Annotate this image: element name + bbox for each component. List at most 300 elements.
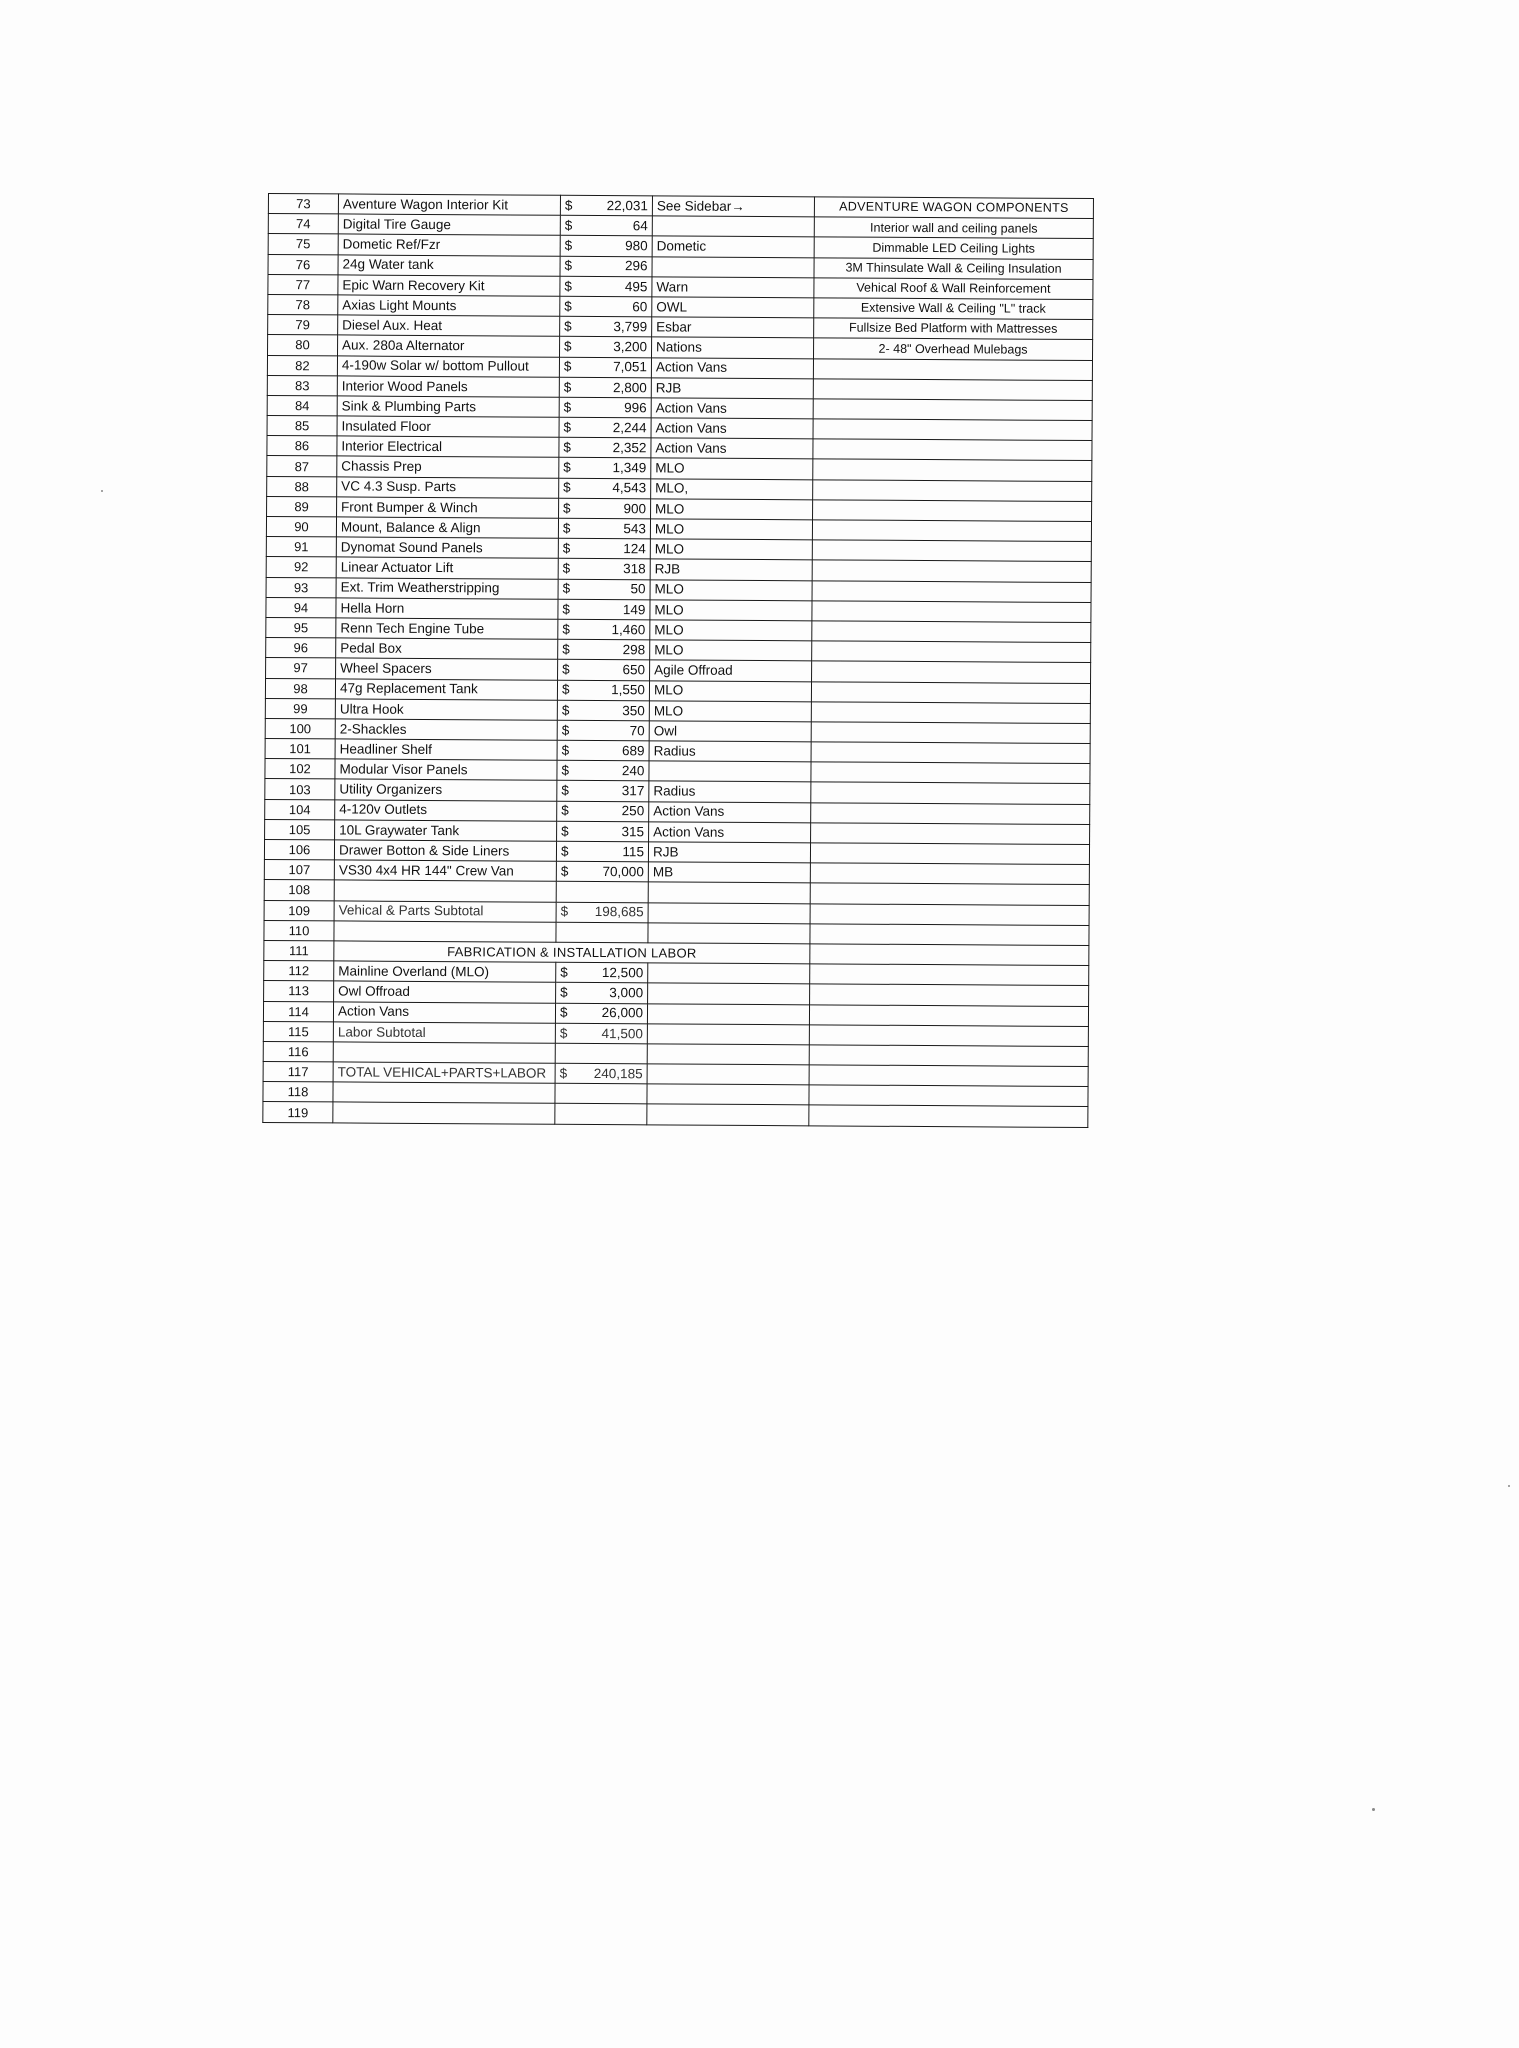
amount-value: 115 bbox=[622, 844, 645, 860]
currency-symbol: $ bbox=[559, 1005, 568, 1021]
currency-symbol: $ bbox=[563, 419, 572, 435]
currency-symbol: $ bbox=[562, 540, 571, 556]
item-vendor: Owl bbox=[649, 721, 811, 742]
item-description bbox=[334, 880, 556, 902]
row-number: 105 bbox=[265, 819, 335, 840]
item-description: 10L Graywater Tank bbox=[335, 820, 557, 842]
amount-value: 2,244 bbox=[612, 420, 647, 436]
amount-value: 198,685 bbox=[594, 904, 644, 920]
sidebar-item bbox=[812, 520, 1091, 542]
amount-value: 50 bbox=[630, 581, 646, 597]
sidebar-item bbox=[813, 500, 1092, 522]
amount-value: 26,000 bbox=[601, 1005, 644, 1021]
item-description: Sink & Plumbing Parts bbox=[337, 396, 559, 418]
sidebar-item: Extensive Wall & Ceiling "L" track bbox=[814, 298, 1093, 320]
item-description: Headliner Shelf bbox=[335, 739, 557, 761]
sidebar-heading: ADVENTURE WAGON COMPONENTS bbox=[814, 197, 1093, 219]
sidebar-item bbox=[809, 1085, 1088, 1107]
amount-value: 7,051 bbox=[613, 359, 647, 375]
item-description: Labor Subtotal bbox=[333, 1022, 555, 1044]
amount-value: 650 bbox=[622, 662, 646, 678]
item-amount bbox=[560, 215, 652, 236]
section-heading: FABRICATION & INSTALLATION LABOR bbox=[334, 941, 810, 964]
row-number: 85 bbox=[267, 416, 337, 437]
row-number: 116 bbox=[263, 1041, 333, 1062]
sidebar-item bbox=[811, 802, 1090, 824]
sidebar-item bbox=[811, 681, 1090, 703]
scan-speck bbox=[1372, 1808, 1375, 1811]
currency-symbol: $ bbox=[559, 1065, 568, 1081]
sidebar-item bbox=[811, 823, 1090, 845]
item-vendor: MLO bbox=[650, 519, 812, 540]
item-description: 47g Replacement Tank bbox=[335, 678, 557, 700]
item-vendor bbox=[647, 1064, 809, 1085]
row-number: 92 bbox=[266, 557, 336, 578]
item-description: Modular Visor Panels bbox=[335, 759, 557, 781]
sidebar-item bbox=[809, 1004, 1088, 1026]
item-description: Front Bumper & Winch bbox=[337, 497, 559, 519]
item-vendor: Radius bbox=[649, 781, 811, 802]
item-amount bbox=[560, 316, 652, 337]
sidebar-item bbox=[811, 702, 1090, 724]
item-vendor bbox=[648, 923, 810, 944]
amount-value: 3,200 bbox=[613, 339, 648, 355]
item-amount bbox=[559, 357, 651, 378]
sidebar-item bbox=[813, 459, 1092, 481]
item-vendor bbox=[648, 983, 810, 1004]
row-number: 104 bbox=[265, 799, 335, 820]
item-description: Digital Tire Gauge bbox=[338, 214, 560, 236]
sidebar-item bbox=[813, 399, 1092, 421]
currency-symbol: $ bbox=[564, 238, 573, 254]
currency-symbol: $ bbox=[564, 217, 573, 233]
item-description: Interior Electrical bbox=[337, 436, 559, 458]
item-vendor: Action Vans bbox=[649, 801, 811, 822]
row-number: 111 bbox=[264, 940, 334, 961]
amount-value: 240 bbox=[621, 763, 645, 779]
item-vendor: MLO bbox=[650, 579, 812, 600]
sidebar-item bbox=[809, 1045, 1088, 1067]
item-amount bbox=[558, 599, 650, 620]
item-vendor: RJB bbox=[651, 378, 813, 399]
table-row bbox=[263, 1102, 1088, 1127]
currency-symbol: $ bbox=[563, 399, 572, 415]
scan-speck bbox=[1508, 1485, 1510, 1487]
amount-value: 70 bbox=[629, 722, 645, 739]
item-vendor: Action Vans bbox=[651, 438, 813, 459]
item-amount bbox=[557, 700, 649, 721]
item-description: TOTAL VEHICAL+PARTS+LABOR bbox=[333, 1062, 555, 1084]
item-description: 4-120v Outlets bbox=[335, 800, 557, 822]
amount-value: 996 bbox=[624, 399, 647, 416]
amount-value: 3,000 bbox=[609, 985, 644, 1001]
currency-symbol: $ bbox=[560, 984, 568, 1001]
row-number: 88 bbox=[267, 476, 337, 497]
currency-symbol: $ bbox=[560, 843, 569, 859]
item-amount bbox=[555, 1063, 647, 1084]
row-number: 87 bbox=[267, 456, 337, 477]
item-description: Chassis Prep bbox=[337, 456, 559, 478]
amount-value: 12,500 bbox=[601, 965, 644, 981]
sidebar-item bbox=[812, 560, 1091, 582]
item-description: VS30 4x4 HR 144" Crew Van bbox=[334, 860, 556, 882]
item-amount bbox=[560, 296, 652, 317]
item-vendor: Radius bbox=[649, 741, 811, 762]
item-description: Aventure Wagon Interior Kit bbox=[338, 194, 560, 216]
item-vendor: MLO bbox=[650, 640, 812, 661]
item-vendor: MLO, bbox=[651, 478, 813, 499]
amount-value: 60 bbox=[632, 299, 648, 315]
item-description bbox=[333, 1102, 555, 1124]
item-amount bbox=[559, 458, 651, 479]
item-description: Mainline Overland (MLO) bbox=[334, 961, 556, 983]
item-description: Dometic Ref/Fzr bbox=[338, 234, 560, 256]
row-number: 114 bbox=[263, 1001, 333, 1022]
row-number: 113 bbox=[264, 981, 334, 1002]
amount-value: 900 bbox=[623, 500, 647, 516]
row-number: 109 bbox=[264, 900, 334, 921]
item-description: Interior Wood Panels bbox=[337, 376, 559, 398]
currency-symbol: $ bbox=[559, 1025, 568, 1041]
currency-symbol: $ bbox=[560, 904, 569, 920]
item-amount bbox=[556, 841, 648, 862]
currency-symbol: $ bbox=[560, 863, 569, 879]
item-vendor: Agile Offroad bbox=[650, 660, 812, 681]
currency-symbol: $ bbox=[561, 682, 570, 698]
item-amount bbox=[559, 498, 651, 519]
item-vendor: MLO bbox=[649, 701, 811, 722]
item-amount bbox=[555, 1003, 647, 1024]
sidebar-item bbox=[812, 540, 1091, 562]
item-vendor bbox=[652, 216, 814, 237]
currency-symbol: $ bbox=[561, 762, 570, 778]
item-description: Dynomat Sound Panels bbox=[336, 537, 558, 559]
sidebar-item bbox=[813, 479, 1092, 501]
amount-value: 350 bbox=[622, 702, 645, 718]
row-number: 101 bbox=[265, 739, 335, 760]
amount-value: 250 bbox=[621, 803, 645, 819]
item-vendor bbox=[647, 1003, 809, 1024]
amount-value: 298 bbox=[622, 642, 646, 658]
currency-symbol: $ bbox=[563, 460, 571, 476]
item-description: Pedal Box bbox=[336, 638, 558, 660]
row-number: 112 bbox=[264, 961, 334, 982]
item-vendor: MLO bbox=[649, 680, 811, 701]
item-vendor bbox=[647, 1044, 809, 1065]
item-vendor: MLO bbox=[650, 620, 812, 641]
row-number: 91 bbox=[266, 537, 336, 558]
item-description: Vehical & Parts Subtotal bbox=[334, 900, 556, 922]
item-amount bbox=[556, 922, 648, 943]
item-vendor: MLO bbox=[650, 539, 812, 560]
currency-symbol: $ bbox=[562, 601, 571, 617]
amount-value: 41,500 bbox=[601, 1025, 643, 1041]
item-description bbox=[334, 921, 556, 943]
amount-value: 980 bbox=[625, 238, 648, 254]
row-number: 94 bbox=[266, 597, 336, 618]
row-number: 90 bbox=[266, 516, 336, 537]
amount-value: 1,460 bbox=[611, 621, 646, 638]
item-amount bbox=[557, 801, 649, 822]
item-description: Mount, Balance & Align bbox=[336, 517, 558, 539]
row-number: 93 bbox=[266, 577, 336, 598]
row-number: 118 bbox=[263, 1082, 333, 1103]
currency-symbol: $ bbox=[562, 621, 570, 637]
row-number: 107 bbox=[264, 860, 334, 881]
amount-value: 543 bbox=[623, 521, 647, 537]
item-amount bbox=[559, 438, 651, 459]
currency-symbol: $ bbox=[562, 561, 571, 577]
sidebar-item bbox=[811, 742, 1090, 764]
item-vendor: See Sidebar→ bbox=[652, 196, 814, 217]
sidebar-item bbox=[813, 439, 1092, 461]
amount-value: 2,352 bbox=[612, 440, 647, 456]
row-number: 106 bbox=[264, 839, 334, 860]
row-number: 84 bbox=[267, 395, 337, 416]
sidebar-item bbox=[813, 379, 1092, 401]
amount-value: 240,185 bbox=[593, 1065, 643, 1082]
sidebar-item bbox=[812, 661, 1091, 683]
currency-symbol: $ bbox=[562, 661, 570, 678]
item-amount bbox=[559, 397, 651, 418]
row-number: 98 bbox=[265, 678, 335, 699]
item-vendor: MLO bbox=[651, 499, 813, 520]
amount-value: 2,800 bbox=[612, 379, 647, 395]
amount-value: 149 bbox=[622, 601, 646, 617]
item-amount bbox=[558, 619, 650, 640]
item-amount bbox=[558, 660, 650, 681]
item-vendor bbox=[649, 761, 811, 782]
sidebar-item bbox=[812, 580, 1091, 602]
sidebar-item bbox=[809, 1065, 1088, 1087]
sidebar-item bbox=[809, 1105, 1088, 1127]
item-vendor: MLO bbox=[650, 600, 812, 621]
item-amount bbox=[555, 1104, 647, 1125]
row-number: 97 bbox=[266, 658, 336, 679]
item-amount bbox=[555, 1043, 647, 1064]
sidebar-item bbox=[810, 944, 1089, 966]
currency-symbol: $ bbox=[562, 520, 571, 536]
row-number: 108 bbox=[264, 880, 334, 901]
sidebar-item bbox=[810, 984, 1089, 1006]
item-vendor: Action Vans bbox=[651, 418, 813, 439]
sidebar-item: Interior wall and ceiling panels bbox=[814, 217, 1093, 239]
item-description: Action Vans bbox=[333, 1001, 555, 1023]
amount-value: 1,550 bbox=[611, 682, 646, 698]
sidebar-item bbox=[812, 601, 1091, 623]
item-vendor bbox=[647, 1024, 809, 1045]
item-vendor: Esbar bbox=[652, 317, 814, 338]
currency-symbol: $ bbox=[564, 278, 572, 294]
item-vendor bbox=[648, 963, 810, 984]
item-description: Axias Light Mounts bbox=[338, 295, 560, 317]
currency-symbol: $ bbox=[561, 702, 570, 718]
item-description: Epic Warn Recovery Kit bbox=[338, 275, 560, 297]
item-vendor bbox=[647, 1104, 809, 1125]
item-description: Ultra Hook bbox=[335, 699, 557, 721]
item-description bbox=[333, 1042, 555, 1064]
item-description: Renn Tech Engine Tube bbox=[336, 618, 558, 640]
sidebar-item: Vehical Roof & Wall Reinforcement bbox=[814, 278, 1093, 300]
currency-symbol: $ bbox=[561, 803, 569, 819]
item-description: Wheel Spacers bbox=[336, 658, 558, 680]
amount-value: 318 bbox=[623, 561, 646, 577]
item-vendor: RJB bbox=[650, 559, 812, 580]
item-vendor: OWL bbox=[652, 297, 814, 318]
item-description: Aux. 280a Alternator bbox=[338, 335, 560, 357]
item-amount bbox=[558, 639, 650, 660]
item-description: Drawer Botton & Side Liners bbox=[334, 840, 556, 862]
item-amount bbox=[560, 195, 652, 216]
item-amount bbox=[556, 902, 648, 923]
currency-symbol: $ bbox=[561, 783, 569, 799]
currency-symbol: $ bbox=[561, 722, 570, 738]
item-amount bbox=[556, 962, 648, 983]
sidebar-item bbox=[810, 924, 1089, 946]
item-amount bbox=[558, 579, 650, 600]
item-description: 4-190w Solar w/ bottom Pullout bbox=[337, 355, 559, 377]
sidebar-item bbox=[810, 863, 1089, 885]
row-number: 99 bbox=[265, 698, 335, 719]
currency-symbol: $ bbox=[564, 298, 572, 314]
item-amount bbox=[559, 377, 651, 398]
sidebar-item bbox=[812, 621, 1091, 643]
item-vendor: MLO bbox=[651, 458, 813, 479]
sidebar-item bbox=[809, 1025, 1088, 1047]
item-vendor: RJB bbox=[648, 842, 810, 863]
item-amount bbox=[558, 559, 650, 580]
sidebar-item bbox=[813, 419, 1092, 441]
item-description: 2-Shackles bbox=[335, 719, 557, 741]
item-description: Linear Actuator Lift bbox=[336, 557, 558, 579]
item-amount bbox=[557, 821, 649, 842]
item-amount bbox=[560, 236, 652, 257]
row-number: 80 bbox=[268, 335, 338, 356]
item-amount bbox=[557, 720, 649, 741]
item-vendor bbox=[648, 902, 810, 923]
item-amount bbox=[559, 417, 651, 438]
row-number: 79 bbox=[268, 315, 338, 336]
amount-value: 22,031 bbox=[606, 197, 648, 214]
item-amount bbox=[555, 1023, 647, 1044]
sidebar-item: 2- 48" Overhead Mulebags bbox=[814, 338, 1093, 360]
item-amount bbox=[559, 478, 651, 499]
row-number: 83 bbox=[267, 375, 337, 396]
sidebar-item bbox=[810, 903, 1089, 925]
cost-table bbox=[262, 193, 1094, 1128]
cost-table-body bbox=[263, 194, 1094, 1128]
currency-symbol: $ bbox=[561, 823, 569, 839]
item-description bbox=[333, 1082, 555, 1104]
item-vendor: Action Vans bbox=[651, 398, 813, 419]
amount-value: 689 bbox=[622, 743, 645, 759]
currency-symbol: $ bbox=[562, 581, 571, 597]
row-number: 74 bbox=[268, 214, 338, 235]
item-description: Owl Offroad bbox=[334, 981, 556, 1003]
currency-symbol: $ bbox=[564, 318, 572, 334]
item-amount bbox=[557, 781, 649, 802]
currency-symbol: $ bbox=[563, 379, 572, 395]
row-number: 117 bbox=[263, 1062, 333, 1083]
amount-value: 4,543 bbox=[612, 480, 647, 496]
amount-value: 124 bbox=[623, 541, 646, 557]
item-vendor: MB bbox=[648, 862, 810, 883]
row-number: 96 bbox=[266, 638, 336, 659]
sidebar-item bbox=[810, 843, 1089, 865]
item-amount bbox=[555, 1084, 647, 1105]
item-vendor: Action Vans bbox=[651, 357, 813, 378]
sidebar-item bbox=[810, 883, 1089, 905]
item-amount bbox=[556, 882, 648, 903]
item-amount bbox=[560, 337, 652, 358]
sidebar-item bbox=[811, 722, 1090, 744]
item-vendor bbox=[652, 256, 814, 277]
sidebar-item bbox=[811, 782, 1090, 804]
sidebar-item bbox=[813, 358, 1092, 380]
sidebar-item bbox=[810, 964, 1089, 986]
item-amount bbox=[556, 983, 648, 1004]
row-number: 100 bbox=[265, 718, 335, 739]
row-number: 102 bbox=[265, 759, 335, 780]
sidebar-item bbox=[812, 641, 1091, 663]
currency-symbol: $ bbox=[564, 258, 573, 274]
sidebar-item: 3M Thinsulate Wall & Ceiling Insulation bbox=[814, 257, 1093, 279]
item-description: Diesel Aux. Heat bbox=[338, 315, 560, 337]
amount-value: 317 bbox=[621, 783, 645, 799]
item-description: Ext. Trim Weatherstripping bbox=[336, 577, 558, 599]
item-amount bbox=[560, 256, 652, 277]
item-description: Utility Organizers bbox=[335, 779, 557, 801]
row-number: 119 bbox=[263, 1102, 333, 1123]
row-number: 73 bbox=[268, 194, 338, 215]
item-vendor: Action Vans bbox=[649, 822, 811, 843]
amount-value: 64 bbox=[632, 218, 648, 234]
currency-symbol: $ bbox=[564, 197, 573, 213]
item-amount bbox=[557, 740, 649, 761]
amount-value: 315 bbox=[621, 823, 645, 839]
currency-symbol: $ bbox=[563, 500, 571, 516]
amount-value: 1,349 bbox=[612, 460, 647, 476]
item-vendor bbox=[648, 882, 810, 903]
row-number: 77 bbox=[268, 274, 338, 295]
row-number: 95 bbox=[266, 617, 336, 638]
item-amount bbox=[560, 276, 652, 297]
row-number: 76 bbox=[268, 254, 338, 275]
amount-value: 296 bbox=[624, 258, 648, 274]
row-number: 89 bbox=[267, 496, 337, 517]
row-number: 103 bbox=[265, 779, 335, 800]
currency-symbol: $ bbox=[563, 359, 572, 375]
item-vendor: Dometic bbox=[652, 236, 814, 257]
row-number: 82 bbox=[267, 355, 337, 376]
item-amount bbox=[558, 538, 650, 559]
item-vendor bbox=[647, 1084, 809, 1105]
currency-symbol: $ bbox=[561, 742, 570, 758]
currency-symbol: $ bbox=[560, 964, 568, 980]
sidebar-item bbox=[811, 762, 1090, 784]
item-description: Hella Horn bbox=[336, 598, 558, 620]
item-description: VC 4.3 Susp. Parts bbox=[337, 477, 559, 499]
currency-symbol: $ bbox=[563, 480, 571, 496]
item-vendor: Warn bbox=[652, 277, 814, 298]
currency-symbol: $ bbox=[562, 641, 570, 657]
amount-value: 3,799 bbox=[613, 319, 648, 335]
sidebar-item: Dimmable LED Ceiling Lights bbox=[814, 237, 1093, 259]
item-description: Insulated Floor bbox=[337, 416, 559, 438]
item-vendor: Nations bbox=[652, 337, 814, 358]
item-description: 24g Water tank bbox=[338, 254, 560, 276]
item-amount bbox=[556, 861, 648, 882]
